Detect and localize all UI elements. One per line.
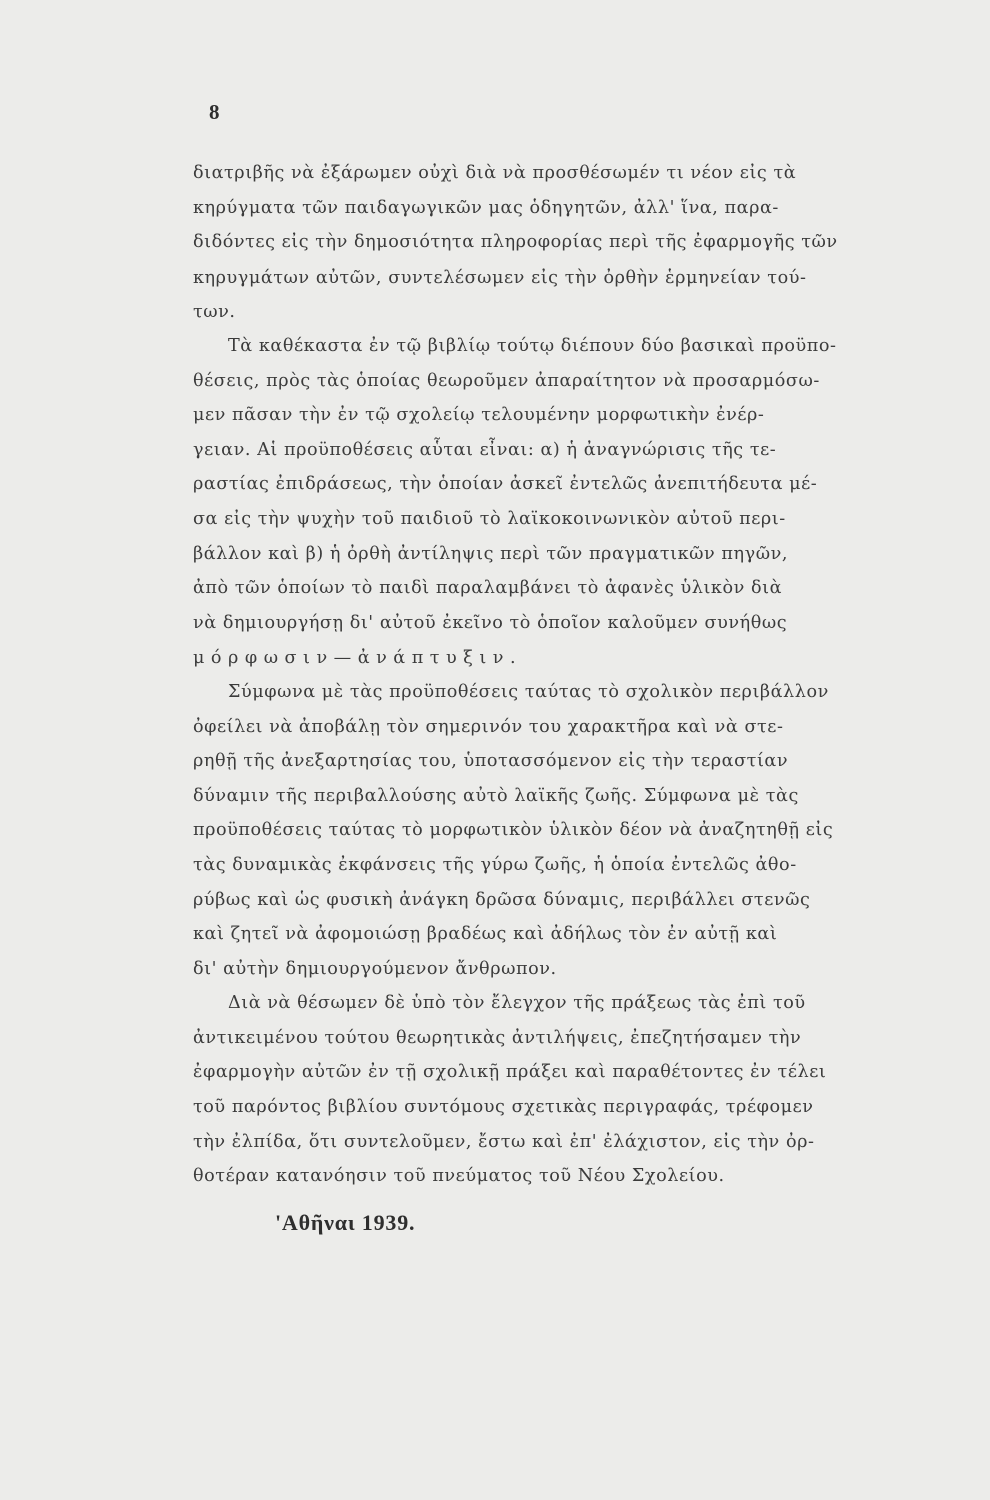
text-line: ἐφαρμογὴν αὐτῶν ἐν τῇ σχολικῇ πράξει καὶ παραθέτοντες ἐν τέλει: [193, 1062, 827, 1082]
text-line: γειαν. Αἱ προϋποθέσεις αὗται εἶναι: α) ἡ ἀναγνώρισις τῆς τε-: [193, 440, 777, 460]
text-line: δύναμιν τῆς περιβαλλούσης αὐτὸ λαϊκῆς ζωῆς. Σύμφωνα μὲ τὰς: [193, 786, 799, 806]
text-line: ἀπὸ τῶν ὁποίων τὸ παιδὶ παραλαμβάνει τὸ ἀφανὲς ὑλικὸν διὰ: [193, 578, 783, 598]
text-line: διατριβῆς νὰ ἐξάρωμεν οὐχὶ διὰ νὰ προσθέσωμέν τι νέον εἰς τὰ: [193, 163, 797, 183]
spaced-text-line: μόρφωσιν—ἀνάπτυξιν.: [193, 648, 523, 668]
text-line: νὰ δημιουργήσῃ δι' αὐτοῦ ἐκεῖνο τὸ ὁποῖον καλοῦμεν συνήθως: [193, 613, 788, 633]
text-line: τοῦ παρόντος βιβλίου συντόμους σχετικὰς περιγραφάς, τρέφομεν: [193, 1097, 814, 1117]
text-line: διδόντες εἰς τὴν δημοσιότητα πληροφορίας περὶ τῆς ἐφαρμογῆς τῶν: [193, 232, 838, 252]
text-line: ραστίας ἐπιδράσεως, τὴν ὁποίαν ἀσκεῖ ἐντελῶς ἀνεπιτήδευτα μέ-: [193, 474, 818, 494]
text-line: ρύβως καὶ ὡς φυσικὴ ἀνάγκη δρῶσα δύναμις, περιβάλλει στενῶς: [193, 890, 811, 910]
text-line: κηρύγματα τῶν παιδαγωγικῶν μας ὁδηγητῶν, ἀλλ' ἵνα, παρα-: [193, 198, 779, 218]
text-line: Τὰ καθέκαστα ἐν τῷ βιβλίῳ τούτῳ διέπουν δύο βασικαὶ προϋπο-: [228, 336, 837, 356]
text-line: θέσεις, πρὸς τὰς ὁποίας θεωροῦμεν ἀπαραίτητον νὰ προσαρμόσω-: [193, 371, 820, 391]
text-line: κηρυγμάτων αὐτῶν, συντελέσωμεν εἰς τὴν ὀρθὴν ἑρμηνείαν τού-: [193, 268, 807, 288]
text-line: τὰς δυναμικὰς ἐκφάνσεις τῆς γύρω ζωῆς, ἡ ὁποία ἐντελῶς ἀθο-: [193, 855, 797, 875]
text-line: ρηθῇ τῆς ἀνεξαρτησίας του, ὑποτασσόμενον εἰς τὴν τεραστίαν: [193, 751, 789, 771]
text-line: μεν πᾶσαν τὴν ἐν τῷ σχολείῳ τελουμένην μορφωτικὴν ἐνέρ-: [193, 405, 765, 425]
text-line: καὶ ζητεῖ νὰ ἀφομοιώσῃ βραδέως καὶ ἀδήλως τὸν ἐν αὐτῇ καὶ: [193, 924, 778, 944]
text-line: Διὰ νὰ θέσωμεν δὲ ὑπὸ τὸν ἔλεγχον τῆς πράξεως τὰς ἐπὶ τοῦ: [228, 993, 806, 1013]
text-line: βάλλον καὶ β) ἡ ὀρθὴ ἀντίληψις περὶ τῶν πραγματικῶν πηγῶν,: [193, 544, 788, 564]
text-line: Σύμφωνα μὲ τὰς προϋποθέσεις ταύτας τὸ σχολικὸν περιβάλλον: [228, 682, 829, 702]
text-line: θοτέραν κατανόησιν τοῦ πνεύματος τοῦ Νέου Σχολείου.: [193, 1166, 725, 1186]
signature-place-date: 'Αθῆναι 1939.: [275, 1210, 416, 1235]
text-line: δι' αὐτὴν δημιουργούμενον ἄνθρωπον.: [193, 959, 557, 979]
text-line: τὴν ἐλπίδα, ὅτι συντελοῦμεν, ἔστω καὶ ἐπ' ἐλάχιστον, εἰς τὴν ὀρ-: [193, 1132, 815, 1152]
text-line: ὀφείλει νὰ ἀποβάλῃ τὸν σημερινόν του χαρακτῆρα καὶ νὰ στε-: [193, 717, 784, 737]
text-line: σα εἰς τὴν ψυχὴν τοῦ παιδιοῦ τὸ λαϊκοκοινωνικὸν αὐτοῦ περι-: [193, 509, 786, 529]
text-line: των.: [193, 302, 236, 322]
page-number: 8: [209, 100, 220, 124]
text-line: ἀντικειμένου τούτου θεωρητικὰς ἀντιλήψεις, ἐπεζητήσαμεν τὴν: [193, 1028, 802, 1048]
text-line: προϋποθέσεις ταύτας τὸ μορφωτικὸν ὑλικὸν δέον νὰ ἀναζητηθῇ εἰς: [193, 820, 834, 840]
